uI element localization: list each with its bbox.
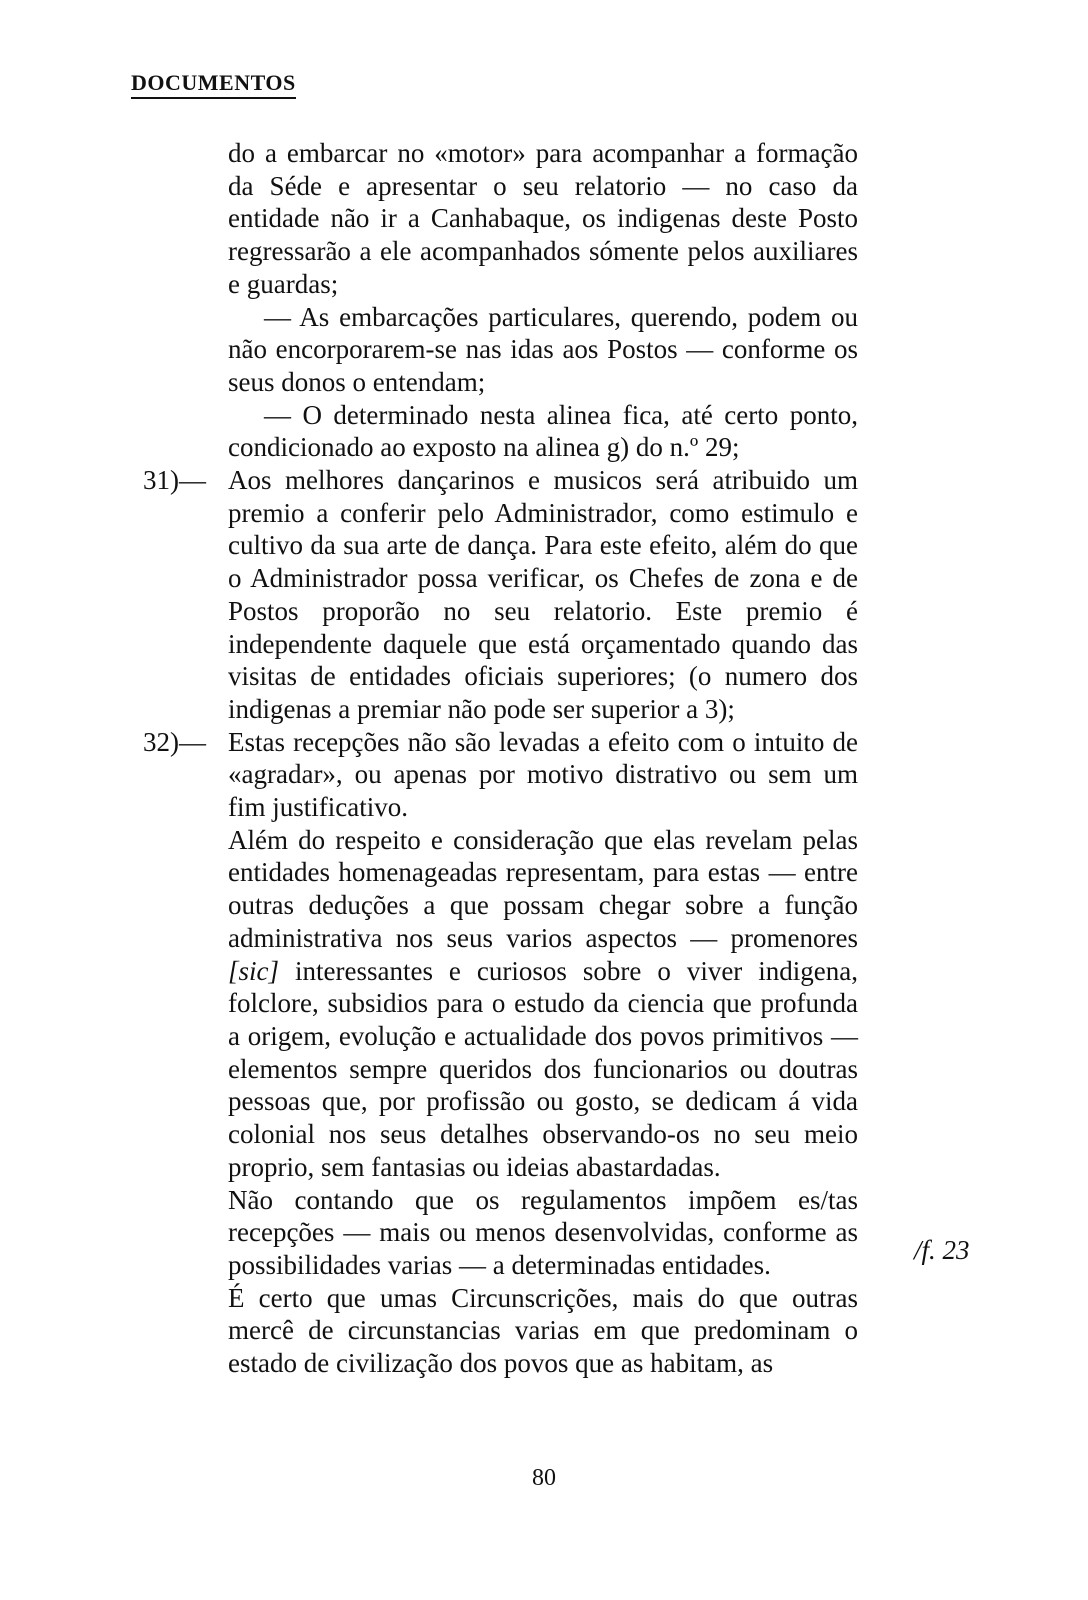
folio-margin-note: /f. 23 — [914, 1235, 970, 1265]
paragraph: — O determinado nesta alinea fica, até certo ponto, condicionado ao exposto na alinea g) do n.º 29; — [228, 399, 858, 463]
numbered-item-32 — [143, 726, 858, 1380]
paragraph: — As embarcações particulares, querendo, podem ou não encorporarem-se nas idas aos Postos — conforme os seus donos o entendam; — [228, 301, 858, 397]
item-number: 31)— — [143, 465, 206, 496]
item-paragraph: É certo que umas Circunscrições, mais do que outras mercê de circunstancias varias em que predominam o estado de civilização dos povos que as habitam, as — [228, 1282, 858, 1379]
item-number: 32)— — [143, 726, 206, 757]
item-text-segment: Além do respeito e consideração que elas revelam pelas entidades homenageadas representam, para estas — entre outras deduções a que possam chegar sobre a função administrativa nos seus varios aspectos — promenores — [228, 824, 858, 953]
page-number: 80 — [532, 1465, 556, 1491]
paragraph: do a embarcar no «motor» para acompanhar a formação da Séde e apresentar o seu relatorio — no caso da entidade não ir a Canhabaque, os indigenas deste Posto regressarão a ele acompanhados sómente pelos auxiliares e guardas; — [228, 138, 858, 299]
item-text: Estas recepções não são levadas a efeito com o intuito de «agradar», ou apenas por motivo distrativo ou sem um fim justificativo. — [228, 726, 858, 823]
document-body — [143, 137, 858, 1380]
sic-annotation: [sic] — [228, 955, 280, 986]
item-text-segment: interessantes e curiosos sobre o viver indigena, folclore, subsidios para o estudo da ciencia que profunda a origem, evolução e actualidade dos povos primitivos — elementos sempre queridos dos funcionarios ou doutras pessoas que, por profissão ou gosto, se dedicam á vida colonial nos seus detalhes observando-os no seu meio proprio, sem fantasias ou ideias abastardadas. — [228, 955, 858, 1182]
item-paragraph: Não contando que os regulamentos impõem es/tas recepções — mais ou menos desenvolvidas, conforme as possibilidades varias — a determinadas entidades. — [228, 1184, 858, 1280]
numbered-item-31 — [143, 464, 858, 726]
item-text: Aos melhores dançarinos e musicos será atribuido um premio a conferir pelo Administrador, como estimulo e cultivo da sua arte de dança. Para este efeito, além do que o Administrador possa verificar, os Chefes de zona e de Postos proporão no seu relatorio. Este premio é independente daquele que está orçamentado quando das visitas de entidades oficiais superiores; (o numero dos indigenas a premiar não pode ser superior a 3); — [228, 465, 858, 724]
running-header: DOCUMENTOS — [131, 70, 296, 99]
item-paragraph — [228, 824, 858, 1184]
